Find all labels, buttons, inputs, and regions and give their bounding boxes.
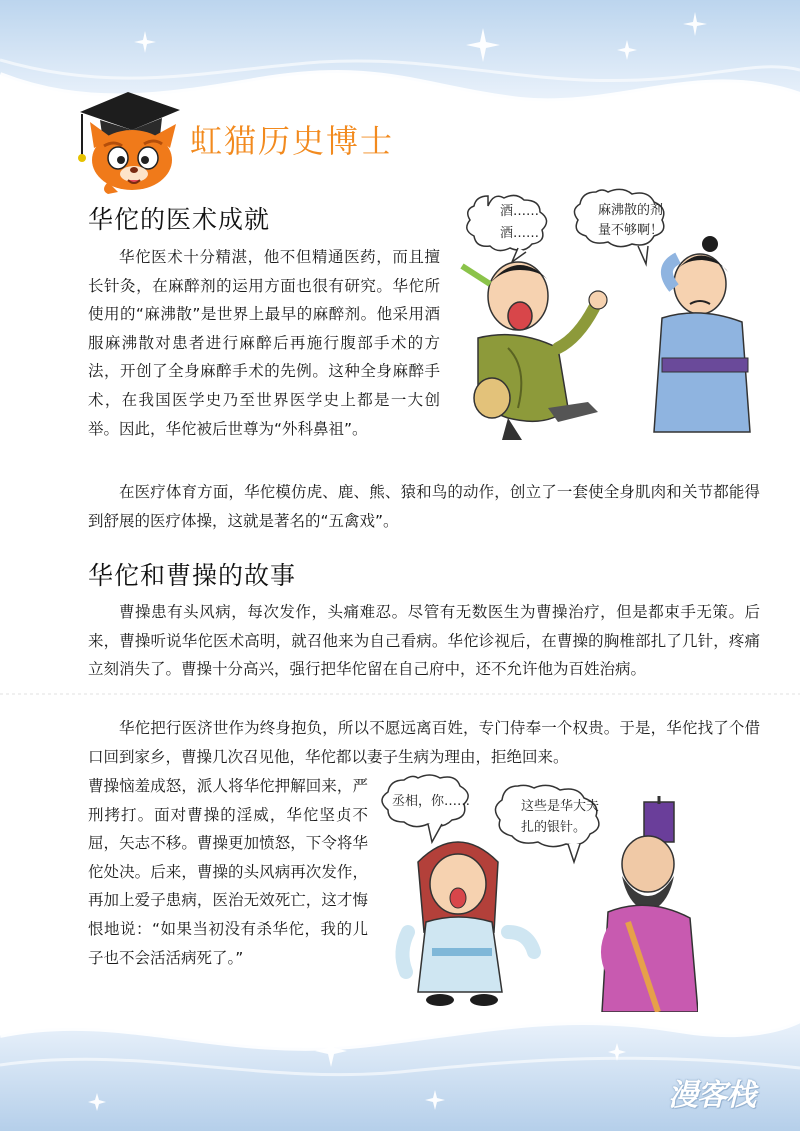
watermark-logo: 漫客栈 bbox=[668, 1078, 755, 1113]
series-title: 虹猫历史博士 bbox=[190, 122, 395, 160]
paragraph-headache: 曹操患有头风病，每次发作，头痛难忍。尽管有无数医生为曹操治疗，但是都束手无策。后来，曹操听说华佗医术高明，就召他来为自己看病。华佗诊视后，在曹操的胸椎部扎了几针，疼痛立刻消失了。曹操十分高兴，强行把华佗留在自己府中，还不允许他为百姓治病。 bbox=[88, 603, 760, 679]
section-title-medical-achievements: 华佗的医术成就 bbox=[88, 205, 271, 234]
paragraph-five-animals: 在医疗体育方面，华佗模仿虎、鹿、熊、猿和鸟的动作，创立了一套使全身肌肉和关节都能得到舒展的医疗体操，这就是著名的“五禽戏”。 bbox=[88, 483, 760, 530]
bubble-dosage-line1: 麻沸散的剂 bbox=[598, 203, 664, 218]
bubble-chancellor: 丞相，你…… bbox=[392, 794, 471, 809]
bubble-drunk-line1: 酒…… bbox=[500, 204, 540, 219]
bubble-drunk-line2: 酒…… bbox=[500, 226, 540, 241]
section-title-cao-cao-story: 华佗和曹操的故事 bbox=[88, 561, 297, 590]
mascot-cat-icon bbox=[70, 78, 188, 196]
paragraph-refusal: 华佗把行医济世作为终身抱负，所以不愿远离百姓，专门侍奉一个权贵。于是，华佗找了个借口回到家乡，曹操几次召见他，华佗都以妻子生病为理由，拒绝回来。 bbox=[88, 719, 760, 766]
bubble-dosage-line2: 量不够啊！ bbox=[598, 223, 664, 238]
paragraph-medical-skill: 华佗医术十分精湛，他不但精通医药，而且擅长针灸，在麻醉剂的运用方面也很有研究。华佗所使用的“麻沸散”是世界上最早的麻醉剂。他采用酒服麻沸散对患者进行麻醉后再施行腹部手术的方法，开创了全身麻醉手术的先例。这种全身麻醉手术，在我国医学史乃至世界医学史上都是一大创举。因此，华佗被后世尊为“外科鼻祖”。 bbox=[88, 248, 440, 438]
bubble-needles-line2: 扎的银针。 bbox=[521, 820, 587, 835]
paragraph-execution: 曹操恼羞成怒，派人将华佗押解回来，严刑拷打。面对曹操的淫威，华佗坚贞不屈，矢志不移。曹操更加愤怒，下令将华佗处决。后来，曹操的头风病再次发作，再加上爱子患病，医治无效死亡，这才悔恨地说：“如果当初没有杀华佗，我的儿子也不会活活病死了。” bbox=[88, 777, 368, 967]
bubble-needles-line1: 这些是华大夫 bbox=[521, 799, 600, 814]
